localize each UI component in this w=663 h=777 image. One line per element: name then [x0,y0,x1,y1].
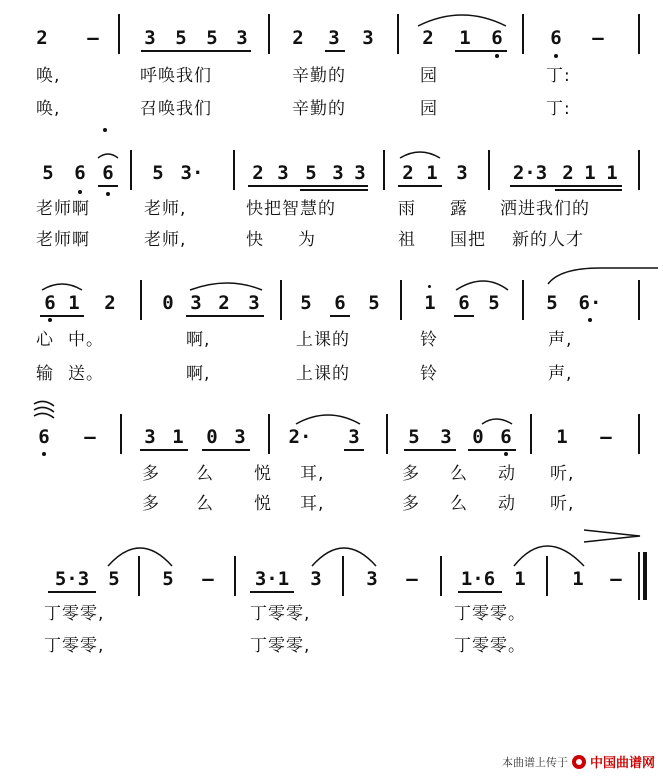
lyric: 声, [548,330,573,350]
note: 1 [584,162,596,184]
lyric: 唤, [36,99,61,119]
slur [514,546,584,566]
note: 5 [305,162,317,184]
note: 1 [68,292,80,314]
note: 1 [606,162,618,184]
note: 2 [292,27,304,49]
note: – [406,568,418,590]
slur [312,548,376,566]
note: 5·3 [54,568,90,590]
lyric: 露 [450,199,468,219]
speck [103,128,107,132]
lyric: 么 [450,464,468,484]
lyric: 辛勤的 [292,66,346,86]
barline [386,414,388,454]
lyric: 召唤我们 [140,99,212,119]
lyric: 么 [450,494,468,514]
barline [397,14,399,54]
slur [98,154,118,158]
note: 3 [332,162,344,184]
lyric: 辛勤的 [292,99,346,119]
continuation-mark [34,413,54,418]
low-octave-dot [42,452,46,456]
lyric: 悦 [254,494,272,514]
note: 2·3 [512,162,548,184]
lyric: 园 [420,66,438,86]
lyric: 呼唤我们 [140,66,212,86]
note: – [87,27,99,49]
barline [400,280,402,320]
lyric: 丁零零, [250,636,311,656]
barline [138,556,140,596]
note: 3 [310,568,322,590]
site-logo-icon [572,755,586,769]
note: 3 [190,292,202,314]
barline [638,14,640,54]
note: 2· [288,426,312,448]
slur [190,283,262,290]
note: 6 [334,292,346,314]
tie [548,268,658,284]
note: 6 [44,292,56,314]
high-octave-dot [428,285,431,288]
lyric: 铃 [420,364,438,384]
note: 1 [424,292,436,314]
barline [268,14,270,54]
note: 2 [562,162,574,184]
lyric: 老师啊 [36,230,90,250]
lyric: 园 [420,99,438,119]
lyric: 动 [498,464,516,484]
beam [202,449,250,451]
lyric: 为 [298,230,316,250]
note: 0 [206,426,218,448]
low-octave-dot [554,54,558,58]
lyric: 么 [196,464,214,484]
lyric: 啊, [186,364,211,384]
barline [120,414,122,454]
note: 5 [42,162,54,184]
beam [455,50,507,52]
low-octave-dot [48,318,52,322]
barline [488,150,490,190]
lyric: 唤, [36,66,61,86]
barline [130,150,132,190]
beam [40,315,84,317]
lyric: 多 [402,494,420,514]
lyric: 雨 [398,199,416,219]
beam [458,591,502,593]
final-barline-thin [638,552,640,600]
note: 2 [252,162,264,184]
note: 5 [162,568,174,590]
note: 6 [550,27,562,49]
lyric: 送。 [68,364,104,384]
lyric: 多 [142,494,160,514]
barline [118,14,120,54]
note: 1 [556,426,568,448]
note: 1 [459,27,471,49]
beam [330,315,350,317]
beam [250,591,294,593]
beam [404,449,456,451]
note: 5 [408,426,420,448]
lyric: 悦 [254,464,272,484]
barline [268,414,270,454]
slur [108,548,172,566]
note: – [610,568,622,590]
barline [638,280,640,320]
footer-brand: 中国曲谱网 [589,756,655,771]
lyric: 上课的 [296,330,350,350]
barline [638,150,640,190]
note: 5 [546,292,558,314]
note: 3 [236,27,248,49]
note: 5 [300,292,312,314]
note: 6· [578,292,602,314]
note: 3 [277,162,289,184]
lyric: 丁: [546,99,571,119]
barline [342,556,344,596]
lyric: 听, [550,464,575,484]
note: 0 [472,426,484,448]
lyric: 丁零零。 [454,604,526,624]
note: 5 [108,568,120,590]
beam [300,189,368,191]
barline [383,150,385,190]
note: 6 [102,162,114,184]
lyric: 老师, [144,199,187,219]
footer-text: 本曲谱上传于 [501,755,568,769]
note: 6 [38,426,50,448]
note: 3 [366,568,378,590]
note: 1 [426,162,438,184]
slur [42,284,82,290]
low-octave-dot [78,190,82,194]
note: 3 [234,426,246,448]
barline [233,150,235,190]
barline [440,556,442,596]
lyric: 听, [550,494,575,514]
lyric: 老师啊 [36,199,90,219]
note: – [202,568,214,590]
lyric: 快 [246,230,264,250]
note: 5 [368,292,380,314]
beam [248,185,368,187]
lyric: 上课的 [296,364,350,384]
note: 6 [458,292,470,314]
lyric: 丁零零, [44,636,105,656]
lyric: 啊, [186,330,211,350]
note: 3 [362,27,374,49]
slur [482,419,512,424]
lyric: 新的人才 [512,230,584,250]
lyric: 心 [36,330,54,350]
beam [186,315,264,317]
lyric: 国把 [450,230,486,250]
beam [468,449,516,451]
slur [418,15,506,26]
note: 1 [572,568,584,590]
low-octave-dot [588,318,592,322]
lyric: 中。 [68,330,104,350]
beam [555,189,622,191]
beam [140,449,188,451]
note: 1 [514,568,526,590]
note: 5 [488,292,500,314]
lyric: 洒进我们的 [500,199,590,219]
footer-watermark [502,752,655,771]
decrescendo-hairpin [584,530,640,542]
note: 3· [180,162,204,184]
note: 6 [491,27,503,49]
note: 5 [206,27,218,49]
note: 3 [440,426,452,448]
note: 1·6 [460,568,496,590]
beam [510,185,622,187]
beam [141,50,251,52]
lyric: 耳, [300,464,325,484]
beam [48,591,96,593]
lyric: 丁零零, [44,604,105,624]
lyric: 多 [142,464,160,484]
lyric: 声, [548,364,573,384]
note: 2 [104,292,116,314]
note: 2 [422,27,434,49]
low-octave-dot [495,54,499,58]
note: 3 [456,162,468,184]
barline [638,414,640,454]
note: 3 [144,27,156,49]
lyric: 丁零零, [250,604,311,624]
note: 3 [248,292,260,314]
beam [98,185,118,187]
beam [454,315,474,317]
beam [325,50,345,52]
note: 5 [175,27,187,49]
continuation-mark [34,407,54,412]
lyric: 动 [498,494,516,514]
barline [280,280,282,320]
barline [530,414,532,454]
low-octave-dot [504,452,508,456]
note: 6 [74,162,86,184]
barline [140,280,142,320]
lyric: 输 [36,364,54,384]
note: 2 [36,27,48,49]
lyric: 快把智慧的 [246,199,336,219]
lyric: 丁零零。 [454,636,526,656]
note: – [600,426,612,448]
slur [296,415,360,424]
lyric: 老师, [144,230,187,250]
barline [546,556,548,596]
lyric: 丁: [546,66,571,86]
barline [522,14,524,54]
barline [522,280,524,320]
note: 5 [152,162,164,184]
note: – [84,426,96,448]
low-octave-dot [106,192,110,196]
lyric: 铃 [420,330,438,350]
beam [344,449,364,451]
final-barline-thick [643,552,647,600]
note: 0 [162,292,174,314]
slur [400,152,440,158]
lyric: 耳, [300,494,325,514]
note: 2 [218,292,230,314]
note: 3·1 [254,568,290,590]
note: 3 [144,426,156,448]
lyric: 么 [196,494,214,514]
note: 3 [328,27,340,49]
note: 3 [348,426,360,448]
note: 3 [354,162,366,184]
slur [456,281,508,290]
beam [398,185,442,187]
lyric: 祖 [398,230,416,250]
lyric: 多 [402,464,420,484]
note: 2 [402,162,414,184]
note: 1 [172,426,184,448]
continuation-mark [34,401,54,406]
barline [234,556,236,596]
note: – [592,27,604,49]
note: 6 [500,426,512,448]
